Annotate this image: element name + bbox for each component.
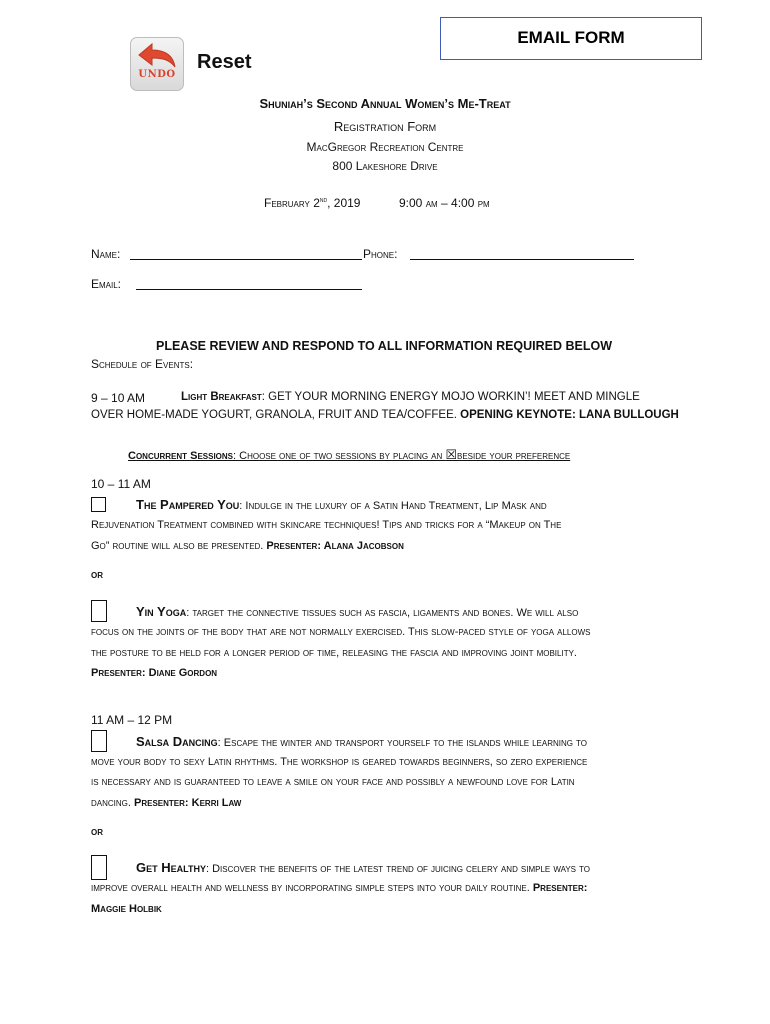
- salsa-title: Salsa Dancing: [136, 734, 218, 749]
- salsa-line-2: move your body to sexy Latin rhythms. The workshop is geared towards beginners, so zero experience: [91, 756, 588, 768]
- event-time: 9:00 am – 4:00 pm: [399, 196, 490, 210]
- undo-label: UNDO: [138, 69, 176, 80]
- block1-or: or: [91, 569, 103, 581]
- salsa-line-3: is necessary and is guaranteed to leave a smile on your face and possibly a newfound love for Latin: [91, 776, 575, 788]
- pampered-you-line-1: The Pampered You: Indulge in the luxury of a Satin Hand Treatment, Lip Mask and: [136, 497, 547, 512]
- pampered-you-line-2: Rejuvenation Treatment combined with skincare techniques! Tips and tricks for a “Makeup on The: [91, 519, 562, 531]
- breakfast-line-1: Light Breakfast: GET YOUR MORNING ENERGY MOJO WORKIN’! MEET AND MINGLE: [181, 391, 640, 403]
- concurrent-sessions-note: Concurrent Sessions: Choose one of two sessions by placing an ☒beside your preference: [128, 447, 571, 462]
- schedule-label: Schedule of Events:: [91, 357, 194, 371]
- yin-yoga-title: Yin Yoga: [136, 604, 187, 619]
- breakfast-time: 9 – 10 AM: [91, 391, 146, 405]
- undo-arrow-icon: [135, 41, 181, 71]
- undo-button[interactable]: [130, 37, 184, 91]
- block2-time: 11 AM – 12 PM: [91, 713, 173, 727]
- get-healthy-title: Get Healthy: [136, 860, 206, 875]
- email-label: Email:: [91, 277, 122, 291]
- email-field[interactable]: [136, 277, 362, 290]
- reset-button[interactable]: Reset: [197, 51, 252, 73]
- get-healthy-line-1: Get Healthy: Discover the benefits of the latest trend of juicing celery and simple ways to: [136, 860, 591, 875]
- yin-yoga-line-1: Yin Yoga: target the connective tissues such as fascia, ligaments and bones. We will also: [136, 604, 579, 619]
- instructions-heading: PLEASE REVIEW AND RESPOND TO ALL INFORMATION REQUIRED BELOW: [156, 339, 613, 353]
- get-healthy-presenter: Maggie Holbik: [91, 903, 162, 915]
- block2-or: or: [91, 826, 103, 838]
- name-label: Name:: [91, 247, 121, 261]
- salsa-line-1: Salsa Dancing: Escape the winter and transport yourself to the islands while learning to: [136, 734, 588, 749]
- form-subtitle: Registration Form: [333, 119, 437, 134]
- pampered-you-title: The Pampered You: [136, 497, 240, 512]
- breakfast-line-2: OVER HOME-MADE YOGURT, GRANOLA, FRUIT AND TEA/COFFEE. OPENING KEYNOTE: LANA BULLOUGH: [91, 409, 679, 421]
- block1-time: 10 – 11 AM: [91, 477, 151, 491]
- yin-yoga-checkbox[interactable]: [91, 600, 107, 622]
- yin-yoga-presenter: Presenter: Diane Gordon: [91, 667, 218, 679]
- salsa-line-4: dancing. Presenter: Kerri Law: [91, 797, 242, 809]
- event-date: February 2nd, 2019: [264, 196, 361, 210]
- yin-yoga-line-2: focus on the joints of the body that are not normally exercised. This slow-paced style of yoga allows: [91, 626, 591, 638]
- pampered-you-checkbox[interactable]: [91, 497, 106, 512]
- get-healthy-checkbox[interactable]: [91, 855, 107, 880]
- checked-box-icon: ☒: [445, 447, 457, 462]
- yin-yoga-line-3: the posture to be held for a longer period of time, releasing the fascia and improving joint mobility.: [91, 647, 577, 659]
- name-field[interactable]: [130, 247, 362, 260]
- pampered-you-line-3: Go” routine will also be presented. Presenter: Alana Jacobson: [91, 540, 404, 552]
- email-form-button[interactable]: EMAIL FORM: [440, 17, 702, 60]
- phone-field[interactable]: [410, 247, 634, 260]
- pampered-you-presenter: Presenter: Alana Jacobson: [266, 540, 404, 552]
- phone-label: Phone:: [363, 247, 398, 261]
- form-title: Shuniah’s Second Annual Women’s Me-Treat: [259, 96, 511, 111]
- salsa-presenter: Presenter: Kerri Law: [134, 797, 242, 809]
- breakfast-title: Light Breakfast: [181, 391, 262, 403]
- venue-name: MacGregor Recreation Centre: [306, 140, 464, 154]
- get-healthy-line-2: improve overall health and wellness by incorporating simple steps into your daily routine. Presenter:: [91, 882, 588, 894]
- keynote-presenter: OPENING KEYNOTE: LANA BULLOUGH: [460, 409, 679, 421]
- venue-address: 800 Lakeshore Drive: [332, 159, 438, 173]
- salsa-dancing-checkbox[interactable]: [91, 730, 107, 752]
